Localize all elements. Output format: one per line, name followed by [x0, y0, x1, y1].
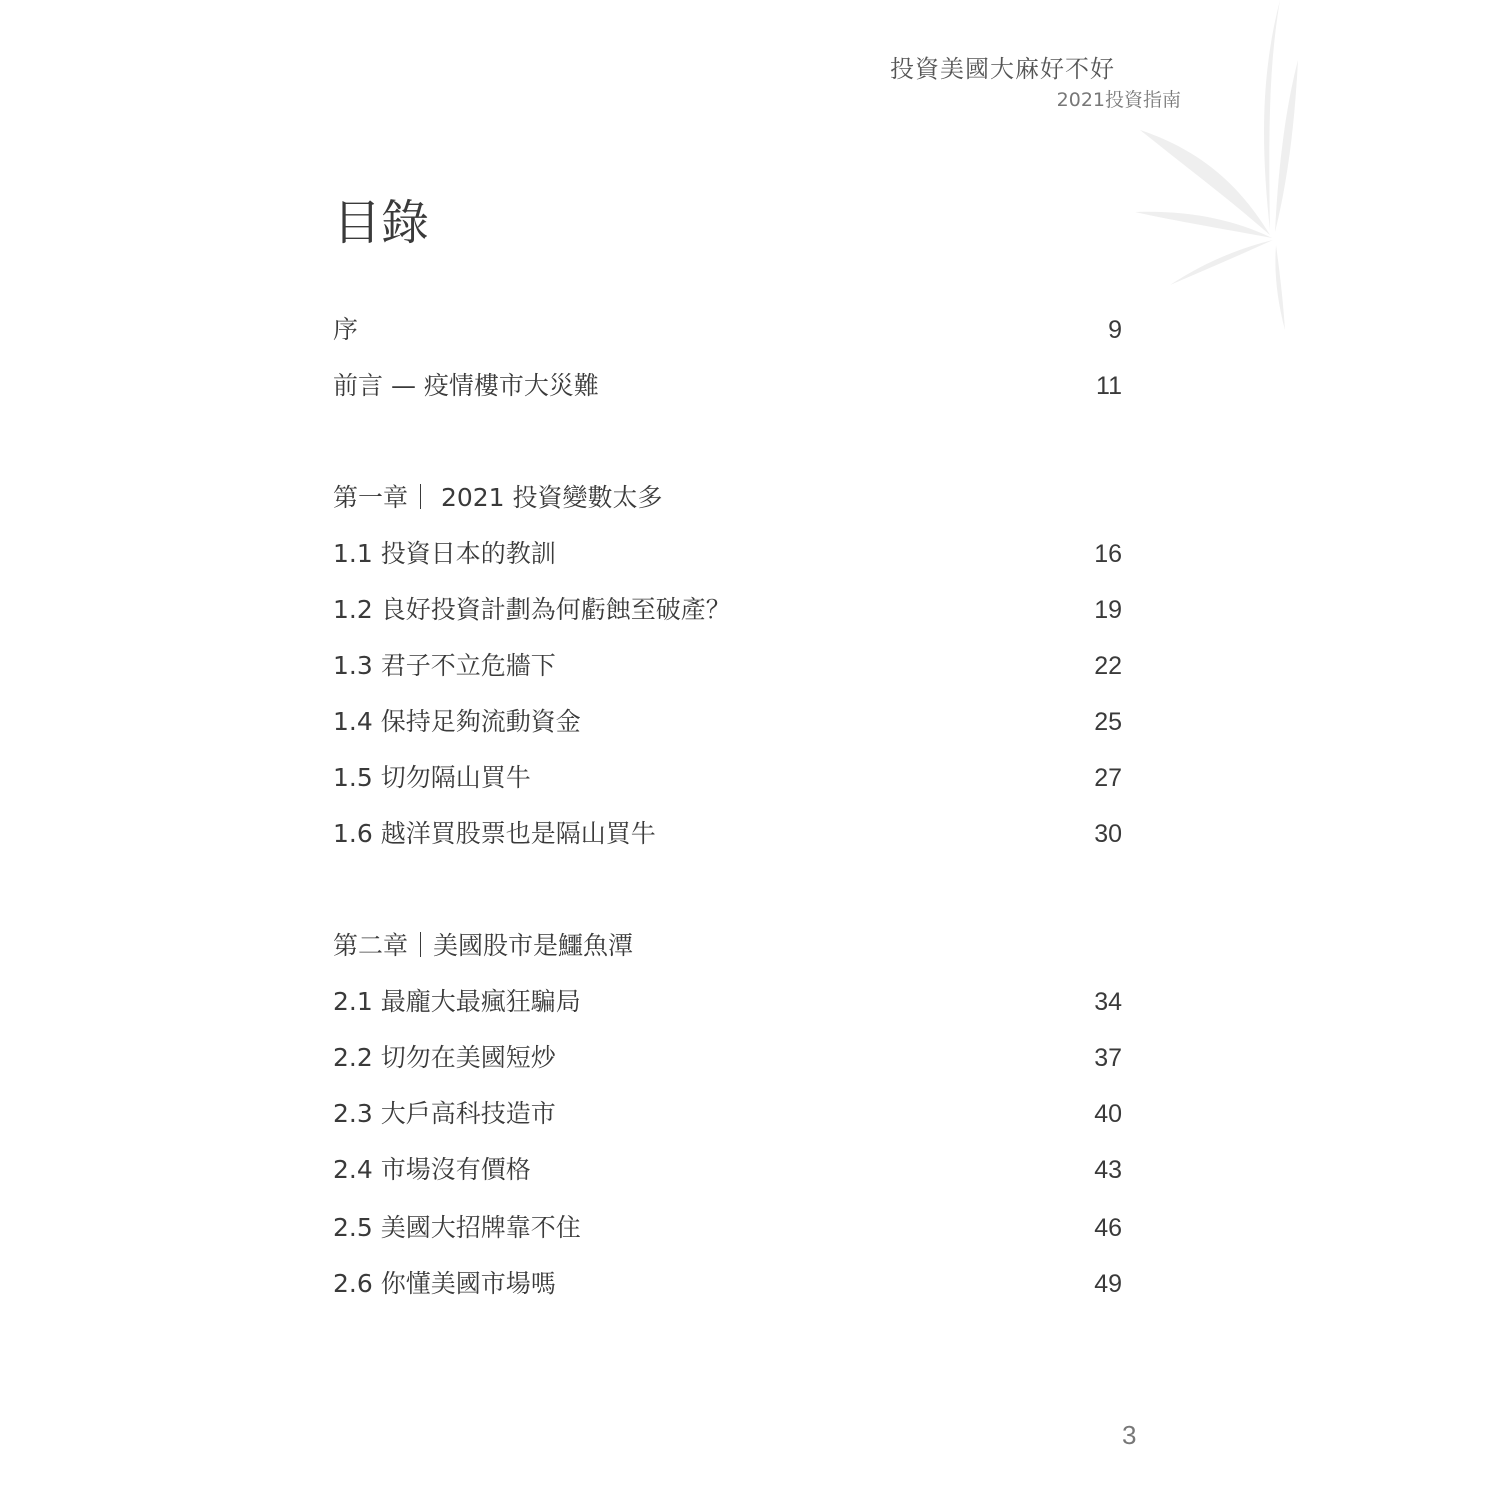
- toc-entry-label: 2.1 最龐大最瘋狂騙局: [333, 987, 581, 1016]
- toc-entry: [333, 1208, 1122, 1248]
- toc-entry-label: 序: [333, 315, 359, 344]
- running-header: [890, 52, 1181, 114]
- toc-entry-page: 16: [1094, 540, 1122, 568]
- chapter-heading: 第二章｜美國股市是鱷魚潭: [333, 931, 634, 960]
- toc-entry-page: 46: [1094, 1214, 1122, 1242]
- book-title: 投資美國大麻好不好: [890, 55, 1115, 83]
- toc-entry: [333, 646, 1122, 686]
- toc-entry-label: 2.3 大戶高科技造市: [333, 1099, 556, 1128]
- toc-entry: [333, 534, 1122, 574]
- toc-entry-page: 49: [1094, 1270, 1122, 1298]
- toc-entry: [333, 982, 1122, 1022]
- toc-entry-label: 1.3 君子不立危牆下: [333, 651, 556, 680]
- toc-entry-label: 1.6 越洋買股票也是隔山買牛: [333, 819, 656, 848]
- toc-entry: [333, 1150, 1122, 1190]
- toc-entry-label: 1.4 保持足夠流動資金: [333, 707, 581, 736]
- toc-entry: [333, 814, 1122, 854]
- toc-entry-label: 2.2 切勿在美國短炒: [333, 1043, 556, 1072]
- toc-title: 目錄: [333, 195, 430, 251]
- toc-entry: [333, 366, 1122, 406]
- toc-entry-label: 1.1 投資日本的教訓: [333, 539, 556, 568]
- toc-entry-page: 40: [1094, 1100, 1122, 1128]
- toc-entry-page: 19: [1094, 596, 1122, 624]
- toc-entry: [333, 1264, 1122, 1304]
- toc-entry-label: 2.5 美國大招牌靠不住: [333, 1213, 581, 1242]
- toc-entry: [333, 590, 1122, 630]
- toc-entry: [333, 1094, 1122, 1134]
- toc-entry-page: 43: [1094, 1156, 1122, 1184]
- toc-entry-label: 2.4 市場沒有價格: [333, 1155, 531, 1184]
- toc-entry: [333, 310, 1122, 350]
- leaf-watermark-icon: [1120, 0, 1300, 340]
- toc-entry-page: 34: [1094, 988, 1122, 1016]
- toc-entry-page: 11: [1096, 372, 1122, 400]
- toc-entry-page: 25: [1094, 708, 1122, 736]
- toc-entry-page: 37: [1094, 1044, 1122, 1072]
- toc-entry-page: 22: [1094, 652, 1122, 680]
- toc-entry-page: 27: [1094, 764, 1122, 792]
- book-subtitle: 2021投資指南: [1056, 89, 1181, 111]
- toc-entry-label: 1.5 切勿隔山買牛: [333, 763, 531, 792]
- toc-entry-page: 9: [1108, 316, 1122, 344]
- toc-entry-label: 前言 — 疫情樓市大災難: [333, 371, 599, 400]
- page-number: 3: [1122, 1420, 1137, 1450]
- toc-entry: [333, 702, 1122, 742]
- chapter-heading: 第一章｜ 2021 投資變數太多: [333, 483, 663, 512]
- toc-entry-label: 1.2 良好投資計劃為何虧蝕至破產？: [333, 595, 731, 624]
- toc-entry-label: 2.6 你懂美國市場嗎: [333, 1269, 556, 1298]
- toc-entry-page: 30: [1094, 820, 1122, 848]
- toc-entry: [333, 758, 1122, 798]
- toc-entry: [333, 1038, 1122, 1078]
